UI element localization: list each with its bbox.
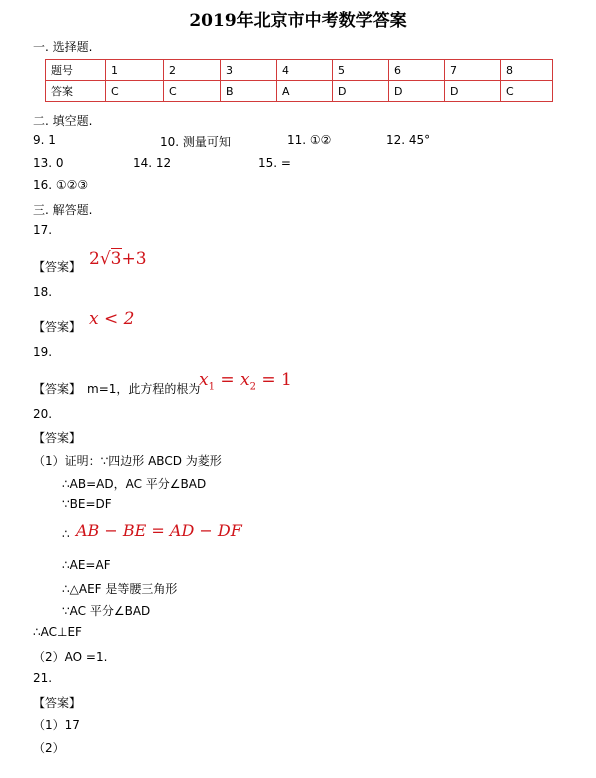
table-cell: D [445,81,501,102]
answer-q13: 13. 0 [33,156,64,170]
q17-radicand: 3 [110,249,122,269]
q19-answer-text: m=1，此方程的根为 [87,382,201,396]
answer-q9: 9. 1 [33,133,56,147]
table-cell: 8 [501,60,553,81]
q19-sub2: 2 [249,381,256,393]
answer-q12: 12. 45° [386,133,431,147]
q20-answer-label: 【答案】 [33,431,82,445]
answer-q10: 10. 测量可知 [160,135,231,149]
section-choice-heading: 一. 选择题. [33,40,93,54]
table-cell: D [333,81,389,102]
sqrt-icon: √ [99,249,111,269]
answer-q14: 14. 12 [133,156,172,170]
q19-eq1: = [214,370,241,390]
q18-answer-math: x < 2 [89,309,135,329]
q17-answer-label: 【答案】 [33,260,82,274]
table-cell: 5 [333,60,389,81]
q20-line4-math: AB − BE = AD − DF [76,521,242,540]
q19-x1: x [199,370,209,390]
q20-line2: ∴AB=AD，AC 平分∠BAD [62,477,207,491]
q17-tail: +3 [121,249,147,269]
q19-x2: x [240,370,250,390]
q20-line7: ∵AC 平分∠BAD [62,604,151,618]
table-cell: C [164,81,221,102]
q20-number: 20. [33,407,53,421]
q17-number: 17. [33,223,53,237]
section-fill-heading: 二. 填空题. [33,114,93,128]
q17-answer-math [89,249,147,269]
table-cell: D [389,81,445,102]
table-cell: 1 [106,60,164,81]
table-cell: 2 [164,60,221,81]
q20-line5: ∴AE=AF [62,558,111,572]
q19-eq2: = 1 [256,370,292,390]
q21-line1: （1）17 [33,718,80,732]
table-cell: A [277,81,333,102]
table-cell: 6 [389,60,445,81]
answer-q15: 15. = [258,156,291,170]
table-cell: 3 [221,60,277,81]
q17-coef: 2 [89,249,100,269]
table-cell: 7 [445,60,501,81]
q18-answer-label: 【答案】 [33,320,82,334]
table-cell-header: 题号 [46,60,106,81]
table-row-numbers [46,60,553,81]
q19-answer-math [199,370,292,392]
answer-q11: 11. ①② [287,133,332,147]
q18-number: 18. [33,285,53,299]
q20-line6: ∴△AEF 是等腰三角形 [62,582,178,596]
table-cell: 4 [277,60,333,81]
q19-sub1: 1 [208,381,215,393]
table-cell: C [501,81,553,102]
q21-number: 21. [33,671,53,685]
answer-table [45,59,553,102]
q20-line1: （1）证明：∵四边形 ABCD 为菱形 [33,454,222,468]
section-solve-heading: 三. 解答题. [33,203,93,217]
q21-answer-label: 【答案】 [33,696,82,710]
q20-line8: ∴AC⊥EF [33,625,82,639]
page-title: 2019年北京市中考数学答案 [189,11,407,31]
q19-number: 19. [33,345,53,359]
table-cell: C [106,81,164,102]
q19-answer-label: 【答案】 [33,382,82,396]
table-row-answers [46,81,553,102]
q20-line4-prefix: ∴ [62,527,70,541]
table-cell: B [221,81,277,102]
table-cell-header: 答案 [46,81,106,102]
q20-line9: （2）AO =1. [33,650,108,664]
q20-line3: ∵BE=DF [62,497,112,511]
q21-line2: （2） [33,741,65,755]
answer-q16: 16. ①②③ [33,178,89,192]
